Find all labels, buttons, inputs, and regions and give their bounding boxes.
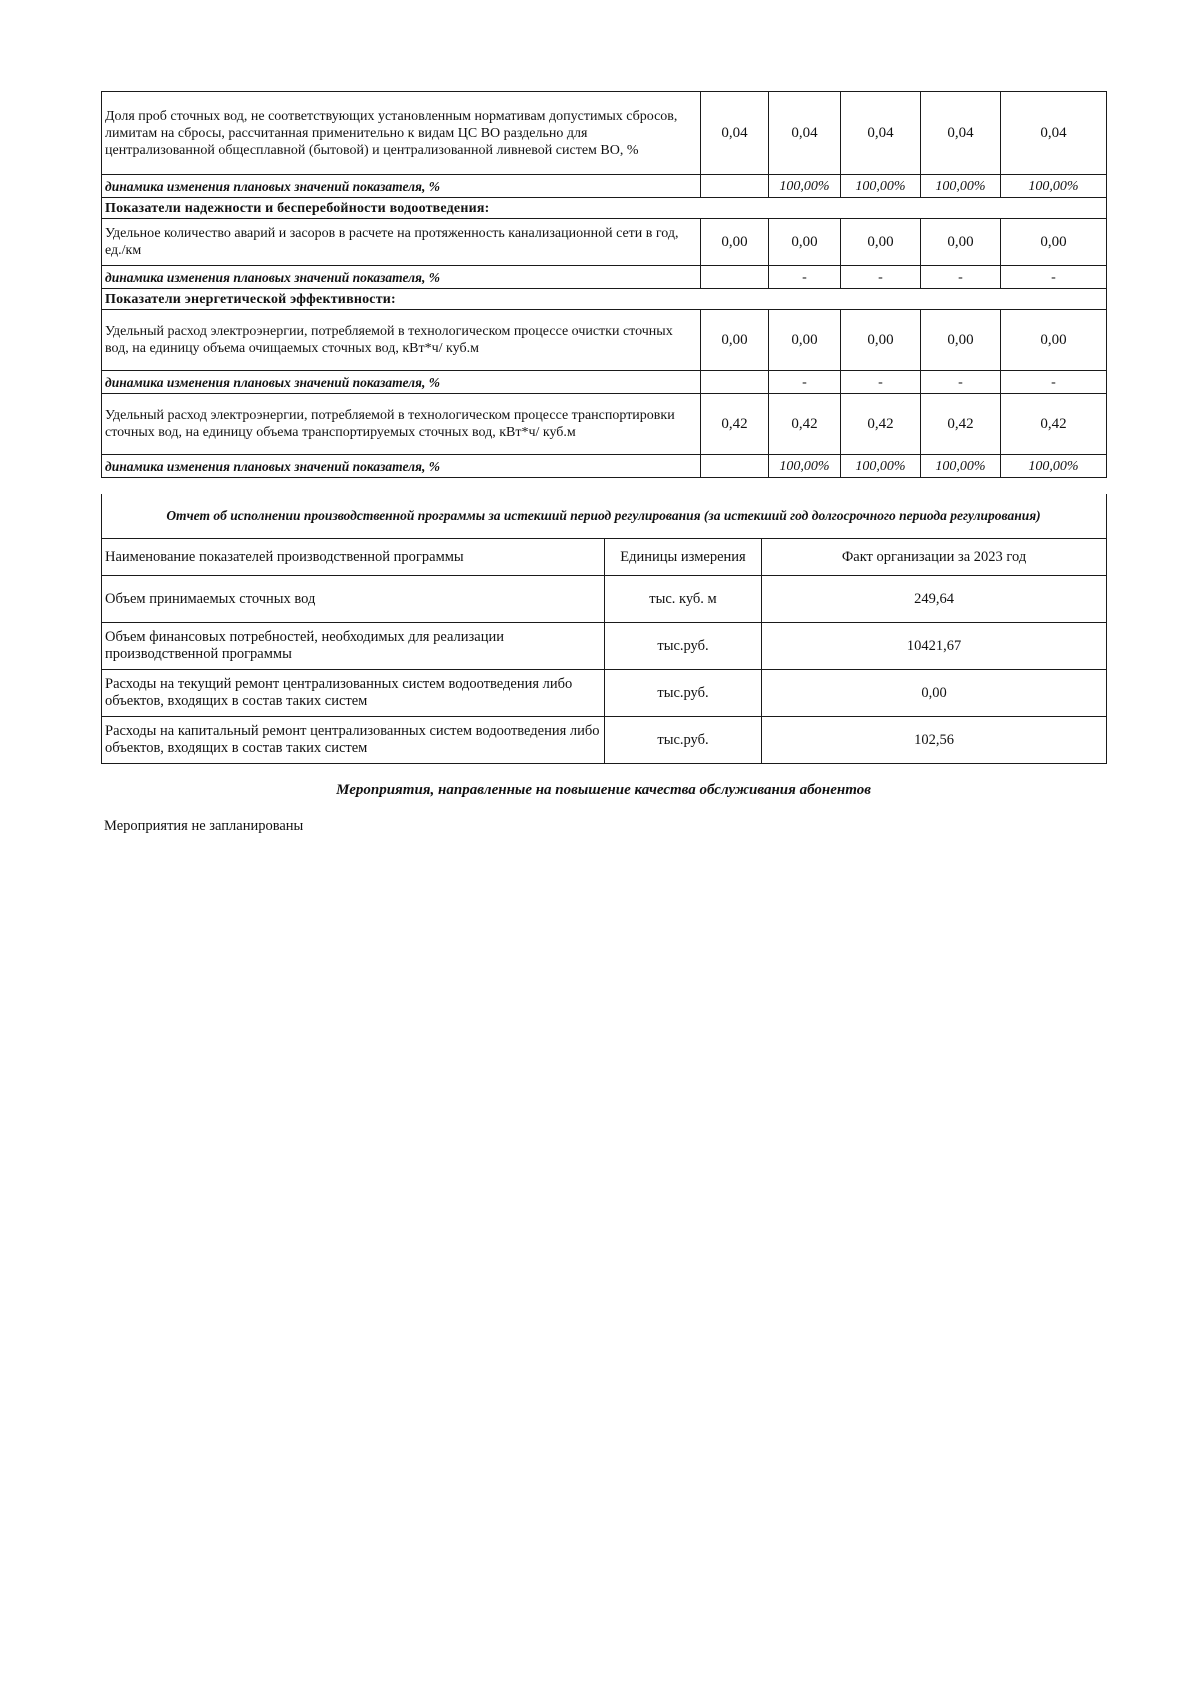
section-row [102,289,1107,310]
value-cell: 0,04 [701,92,769,175]
indicator-label: Доля проб сточных вод, не соответствующих установленным нормативам допустимых сбросов, лимитам на сбросы, рассчитанная применительно к видам ЦС ВО раздельно для централизованной общесплавной (бытовой) и централизованной ливневой систем ВО, % [102,92,701,175]
dynamics-cell: 100,00% [1001,455,1107,478]
value-cell: 0,00 [841,310,921,371]
table-row [102,175,1107,198]
value-cell: 0,00 [769,219,841,266]
dynamics-label: динамика изменения плановых значений показателя, % [102,175,701,198]
dynamics-cell: 100,00% [769,175,841,198]
report-row-value: 0,00 [762,670,1107,717]
column-header: Наименование показателей производственной программы [102,539,605,576]
report-row-name: Объем принимаемых сточных вод [102,576,605,623]
dynamics-cell [701,266,769,289]
value-cell: 0,42 [921,394,1001,455]
value-cell: 0,00 [1001,310,1107,371]
indicator-label: Удельный расход электроэнергии, потребляемой в технологическом процессе очистки сточных вод, на единицу объема очищаемых сточных вод, кВт*ч/ куб.м [102,310,701,371]
indicator-label: Удельное количество аварий и засоров в расчете на протяженность канализационной сети в год, ед./км [102,219,701,266]
events-text: Мероприятия не запланированы [104,818,304,834]
value-cell: 0,00 [921,310,1001,371]
dynamics-cell [701,175,769,198]
table-row [102,394,1107,455]
table-row [102,623,1107,670]
report-row-name: Расходы на текущий ремонт централизованных систем водоотведения либо объектов, входящих в состав таких систем [102,670,605,717]
report-row-unit: тыс.руб. [605,670,762,717]
report-row-unit: тыс.руб. [605,623,762,670]
table-row [102,92,1107,175]
value-cell: 0,04 [841,92,921,175]
table-row [102,266,1107,289]
dynamics-cell: 100,00% [841,175,921,198]
dynamics-cell: - [921,266,1001,289]
value-cell: 0,00 [841,219,921,266]
value-cell: 0,04 [769,92,841,175]
report-row-unit: тыс. куб. м [605,576,762,623]
report-row-value: 249,64 [762,576,1107,623]
report-title: Отчет об исполнении производственной программы за истекший период регулирования (за истекший год долгосрочного периода регулирования) [166,508,1041,523]
dynamics-cell: 100,00% [921,175,1001,198]
value-cell: 0,04 [921,92,1001,175]
report-row-value: 10421,67 [762,623,1107,670]
table-row [102,670,1107,717]
value-cell: 0,42 [841,394,921,455]
dynamics-cell [701,371,769,394]
dynamics-cell: - [841,371,921,394]
dynamics-label: динамика изменения плановых значений показателя, % [102,455,701,478]
section-row [102,198,1107,219]
table-header-row [102,539,1107,576]
report-row-unit: тыс.руб. [605,717,762,764]
table-row [102,219,1107,266]
dynamics-cell: - [841,266,921,289]
value-cell: 0,00 [769,310,841,371]
dynamics-cell: 100,00% [841,455,921,478]
value-cell: 0,00 [701,310,769,371]
table-row [102,310,1107,371]
value-cell: 0,00 [1001,219,1107,266]
dynamics-cell: - [1001,266,1107,289]
dynamics-cell: 100,00% [921,455,1001,478]
value-cell: 0,04 [1001,92,1107,175]
column-header: Факт организации за 2023 год [762,539,1107,576]
dynamics-cell: 100,00% [1001,175,1107,198]
table-row [102,576,1107,623]
report-row-name: Расходы на капитальный ремонт централизованных систем водоотведения либо объектов, входящих в состав таких систем [102,717,605,764]
report-row-value: 102,56 [762,717,1107,764]
dynamics-cell: - [769,371,841,394]
indicator-label: Удельный расход электроэнергии, потребляемой в технологическом процессе транспортировки сточных вод, на единицу объема транспортируемых сточных вод, кВт*ч/ куб.м [102,394,701,455]
indicators-table [101,91,1107,478]
dynamics-cell: - [921,371,1001,394]
value-cell: 0,42 [1001,394,1107,455]
value-cell: 0,00 [701,219,769,266]
table-row [102,717,1107,764]
dynamics-label: динамика изменения плановых значений показателя, % [102,266,701,289]
dynamics-cell [701,455,769,478]
section-title-energy: Показатели энергетической эффективности: [102,289,1107,310]
table-row [102,371,1107,394]
column-header: Единицы измерения [605,539,762,576]
dynamics-cell: - [1001,371,1107,394]
section-title-reliability: Показатели надежности и бесперебойности водоотведения: [102,198,1107,219]
report-row-name: Объем финансовых потребностей, необходимых для реализации производственной программы [102,623,605,670]
dynamics-cell: - [769,266,841,289]
table-row [102,455,1107,478]
dynamics-cell: 100,00% [769,455,841,478]
value-cell: 0,00 [921,219,1001,266]
value-cell: 0,42 [701,394,769,455]
dynamics-label: динамика изменения плановых значений показателя, % [102,371,701,394]
report-table [101,494,1107,764]
events-heading: Мероприятия, направленные на повышение качества обслуживания абонентов [336,782,871,798]
value-cell: 0,42 [769,394,841,455]
